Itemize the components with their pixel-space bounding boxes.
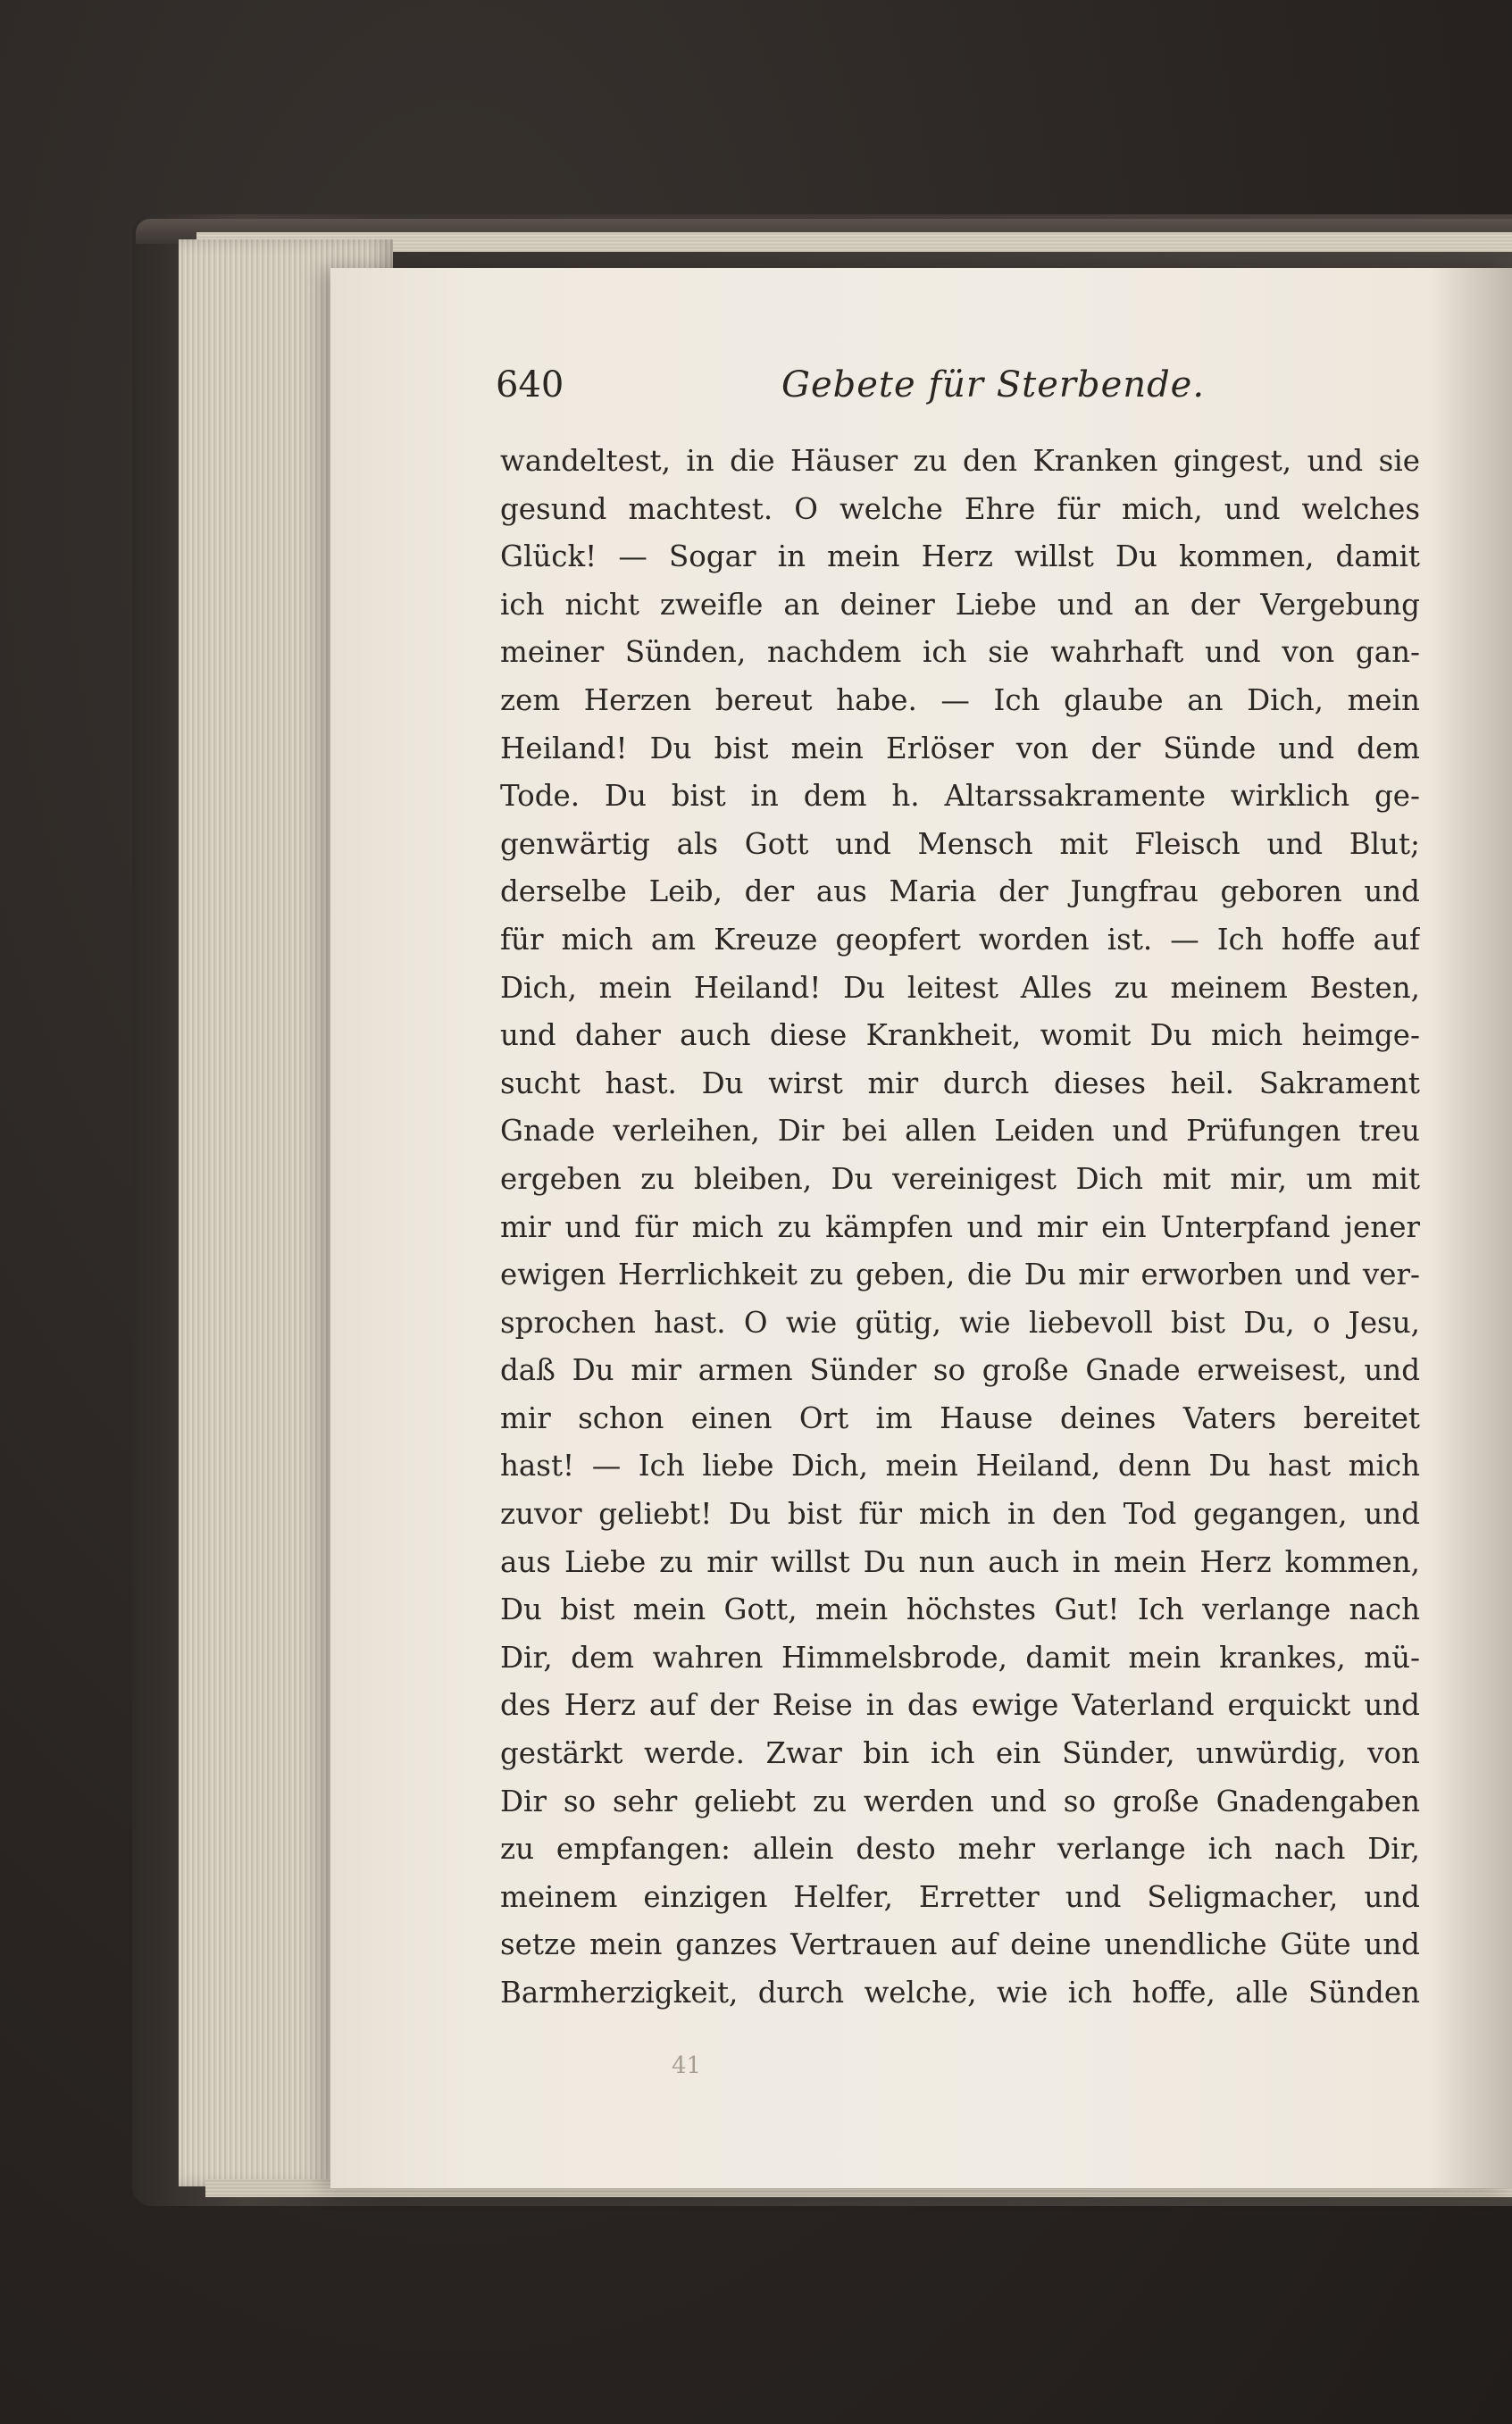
text-line: Dir, dem wahren Himmelsbrode, damit mein krankes, mü- bbox=[500, 1640, 1420, 1675]
text-line: Barmherzigkeit, durch welche, wie ich hoffe, alle Sünden bbox=[500, 1976, 1420, 2010]
text-line: hast! — Ich liebe Dich, mein Heiland, denn Du hast mich bbox=[500, 1449, 1420, 1484]
text-line: sucht hast. Du wirst mir durch dieses heil. Sakrament bbox=[500, 1066, 1420, 1100]
text-line: ergeben zu bleiben, Du vereinigest Dich mit mir, um mit bbox=[500, 1161, 1420, 1196]
page-header bbox=[496, 364, 1424, 418]
text-line: ewigen Herrlichkeit zu geben, die Du mir erworben und ver- bbox=[500, 1258, 1420, 1292]
text-line: mir und für mich zu kämpfen und mir ein Unterpfand jener bbox=[500, 1209, 1420, 1244]
text-line: meinem einzigen Helfer, Erretter und Seligmacher, und bbox=[500, 1879, 1420, 1914]
text-line: und daher auch diese Krankheit, womit Du mich heimge- bbox=[500, 1018, 1420, 1053]
page-number: 640 bbox=[496, 364, 564, 405]
running-title: Gebete für Sterbende. bbox=[781, 364, 1206, 405]
text-line: Gnade verleihen, Dir bei allen Leiden und Prüfungen treu bbox=[500, 1114, 1420, 1149]
text-line: für mich am Kreuze geopfert worden ist. — Ich hoffe auf bbox=[500, 922, 1420, 957]
text-line: aus Liebe zu mir willst Du nun auch in mein Herz kommen, bbox=[500, 1544, 1420, 1579]
gutter-shadow bbox=[1429, 268, 1512, 2188]
text-line: daß Du mir armen Sünder so große Gnade erweisest, und bbox=[500, 1353, 1420, 1388]
text-line: wandeltest, in die Häuser zu den Kranken gingest, und sie bbox=[500, 444, 1420, 478]
text-line: genwärtig als Gott und Mensch mit Fleisch und Blut; bbox=[500, 826, 1420, 861]
text-line: ich nicht zweifle an deiner Liebe und an der Vergebung bbox=[500, 587, 1420, 622]
text-line: mir schon einen Ort im Hause deines Vaters bereitet bbox=[500, 1400, 1420, 1435]
text-line: gestärkt werde. Zwar bin ich ein Sünder, unwürdig, von bbox=[500, 1736, 1420, 1771]
signature-mark: 41 bbox=[672, 2052, 702, 2079]
page-block-top-edge bbox=[196, 232, 1512, 252]
text-line: Glück! — Sogar in mein Herz willst Du kommen, damit bbox=[500, 539, 1420, 574]
text-line: meiner Sünden, nachdem ich sie wahrhaft und von gan- bbox=[500, 635, 1420, 670]
text-line: zu empfangen: allein desto mehr verlange ich nach Dir, bbox=[500, 1832, 1420, 1867]
text-line: Heiland! Du bist mein Erlöser von der Sünde und dem bbox=[500, 731, 1420, 765]
text-line: Du bist mein Gott, mein höchstes Gut! Ich verlange nach bbox=[500, 1592, 1420, 1627]
text-line: derselbe Leib, der aus Maria der Jungfrau geboren und bbox=[500, 874, 1420, 909]
text-line: gesund machtest. O welche Ehre für mich, und welches bbox=[500, 491, 1420, 526]
text-line: Dir so sehr geliebt zu werden und so große Gnadengaben bbox=[500, 1784, 1420, 1818]
text-line: des Herz auf der Reise in das ewige Vaterland erquickt und bbox=[500, 1688, 1420, 1723]
text-line: sprochen hast. O wie gütig, wie liebevoll bist Du, o Jesu, bbox=[500, 1305, 1420, 1340]
text-line: zem Herzen bereut habe. — Ich glaube an Dich, mein bbox=[500, 682, 1420, 717]
text-line: setze mein ganzes Vertrauen auf deine unendliche Güte und bbox=[500, 1927, 1420, 1962]
text-line: Tode. Du bist in dem h. Altarssakramente wirklich ge- bbox=[500, 779, 1420, 814]
text-line: Dich, mein Heiland! Du leitest Alles zu meinem Besten, bbox=[500, 970, 1420, 1005]
text-line: zuvor geliebt! Du bist für mich in den Tod gegangen, und bbox=[500, 1497, 1420, 1532]
body-text bbox=[500, 438, 1420, 2018]
